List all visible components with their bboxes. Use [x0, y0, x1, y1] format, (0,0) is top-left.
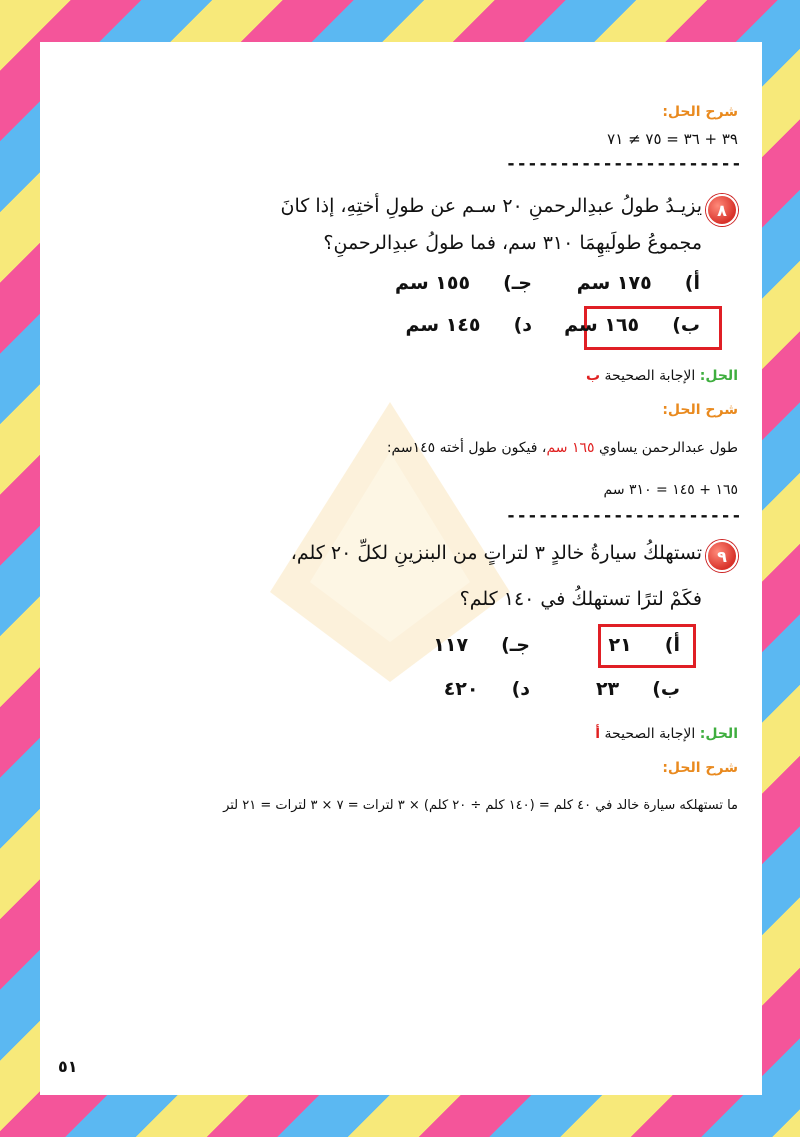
q8-option-b: [564, 314, 700, 336]
q9-option-b-value: ٢٣: [595, 678, 620, 700]
q9-solution-answer: أ: [595, 726, 601, 742]
q8-option-d: [405, 314, 532, 336]
question-9-line-2: فكَمْ لترًا تستهلكُ في ١٤٠ كلم؟: [459, 588, 702, 610]
q8-highlight-value: ١٦٥ سم: [546, 440, 595, 456]
q9-solution: [595, 726, 738, 742]
q9-option-b: [596, 678, 680, 700]
q8-option-b-value: ١٦٥ سم: [564, 314, 640, 336]
q9-option-b-letter: ب): [652, 678, 680, 700]
q8-explanation-line-2: ١٦٥ + ١٤٥ = ٣١٠ سم: [603, 482, 738, 498]
q8-solution-answer: ب: [586, 368, 601, 384]
divider-1: ----------------------: [505, 154, 742, 174]
q9-option-c-letter: جـ): [501, 634, 530, 656]
q8-explanation-line-1: طول عبدالرحمن يساوي ١٦٥ سم، فيكون طول أخته ١٤٥سم:: [386, 440, 738, 456]
q9-option-a-letter: أ): [664, 634, 680, 656]
q9-option-c-value: ١١٧: [433, 634, 469, 656]
question-9-line-1: تستهلكُ سيارةُ خالدٍ ٣ لتراتٍ من البنزينِ لكلِّ ٢٠ كلم،: [290, 542, 702, 564]
q9-solution-label: الحل:: [699, 726, 738, 742]
prev-equation: ٣٩ + ٣٦ = ٧٥ ≠ ٧١: [607, 130, 738, 148]
q8-option-b-letter: ب): [672, 314, 700, 336]
q9-option-d: [444, 678, 530, 700]
q9-option-a: [609, 634, 680, 656]
page-number: ٥١: [58, 1057, 78, 1076]
q9-explanation-line: ما تستهلكه سيارة خالد في ٤٠ كلم = (١٤٠ كلم ÷ ٢٠ كلم) × ٣ لترات = ٧ × ٣ لترات = ٢١ لتر: [223, 798, 738, 813]
q9-option-c: [433, 634, 530, 656]
q9-option-d-letter: د): [511, 678, 530, 700]
q8-option-c-letter: جـ): [503, 272, 532, 294]
q8-option-c-value: ١٥٥ سم: [395, 272, 471, 294]
q8-option-c: [395, 272, 532, 294]
prev-explanation-label: شرح الحل:: [662, 104, 738, 120]
q8-solution: [586, 368, 738, 384]
divider-2: ----------------------: [505, 506, 742, 526]
q8-solution-text: الإجابة الصحيحة: [604, 368, 696, 384]
q8-option-a: [577, 272, 700, 294]
worksheet-page: [40, 42, 762, 1095]
q8-option-a-value: ١٧٥ سم: [576, 272, 652, 294]
q8-explanation-label: شرح الحل:: [662, 402, 738, 418]
q8-option-a-letter: أ): [684, 272, 700, 294]
q8-option-d-letter: د): [513, 314, 532, 336]
question-9-badge: ٩: [706, 540, 738, 572]
q9-option-a-value: ٢١: [608, 634, 632, 656]
q8-option-d-value: ١٤٥ سم: [405, 314, 481, 336]
q9-explanation-label: شرح الحل:: [662, 760, 738, 776]
q9-solution-text: الإجابة الصحيحة: [604, 726, 696, 742]
question-8-line-2: مجموعُ طولَيهِمَا ٣١٠ سم، فما طولُ عبدِالرحمنِ؟: [323, 232, 702, 254]
question-8-line-1: يزيـدُ طولُ عبدِالرحمنِ ٢٠ سـم عن طولِ أختِهِ، إذا كانَ: [280, 195, 702, 217]
question-8-badge: ٨: [706, 194, 738, 226]
q8-solution-label: الحل:: [699, 368, 738, 384]
q9-option-d-value: ٤٢٠: [443, 678, 479, 700]
